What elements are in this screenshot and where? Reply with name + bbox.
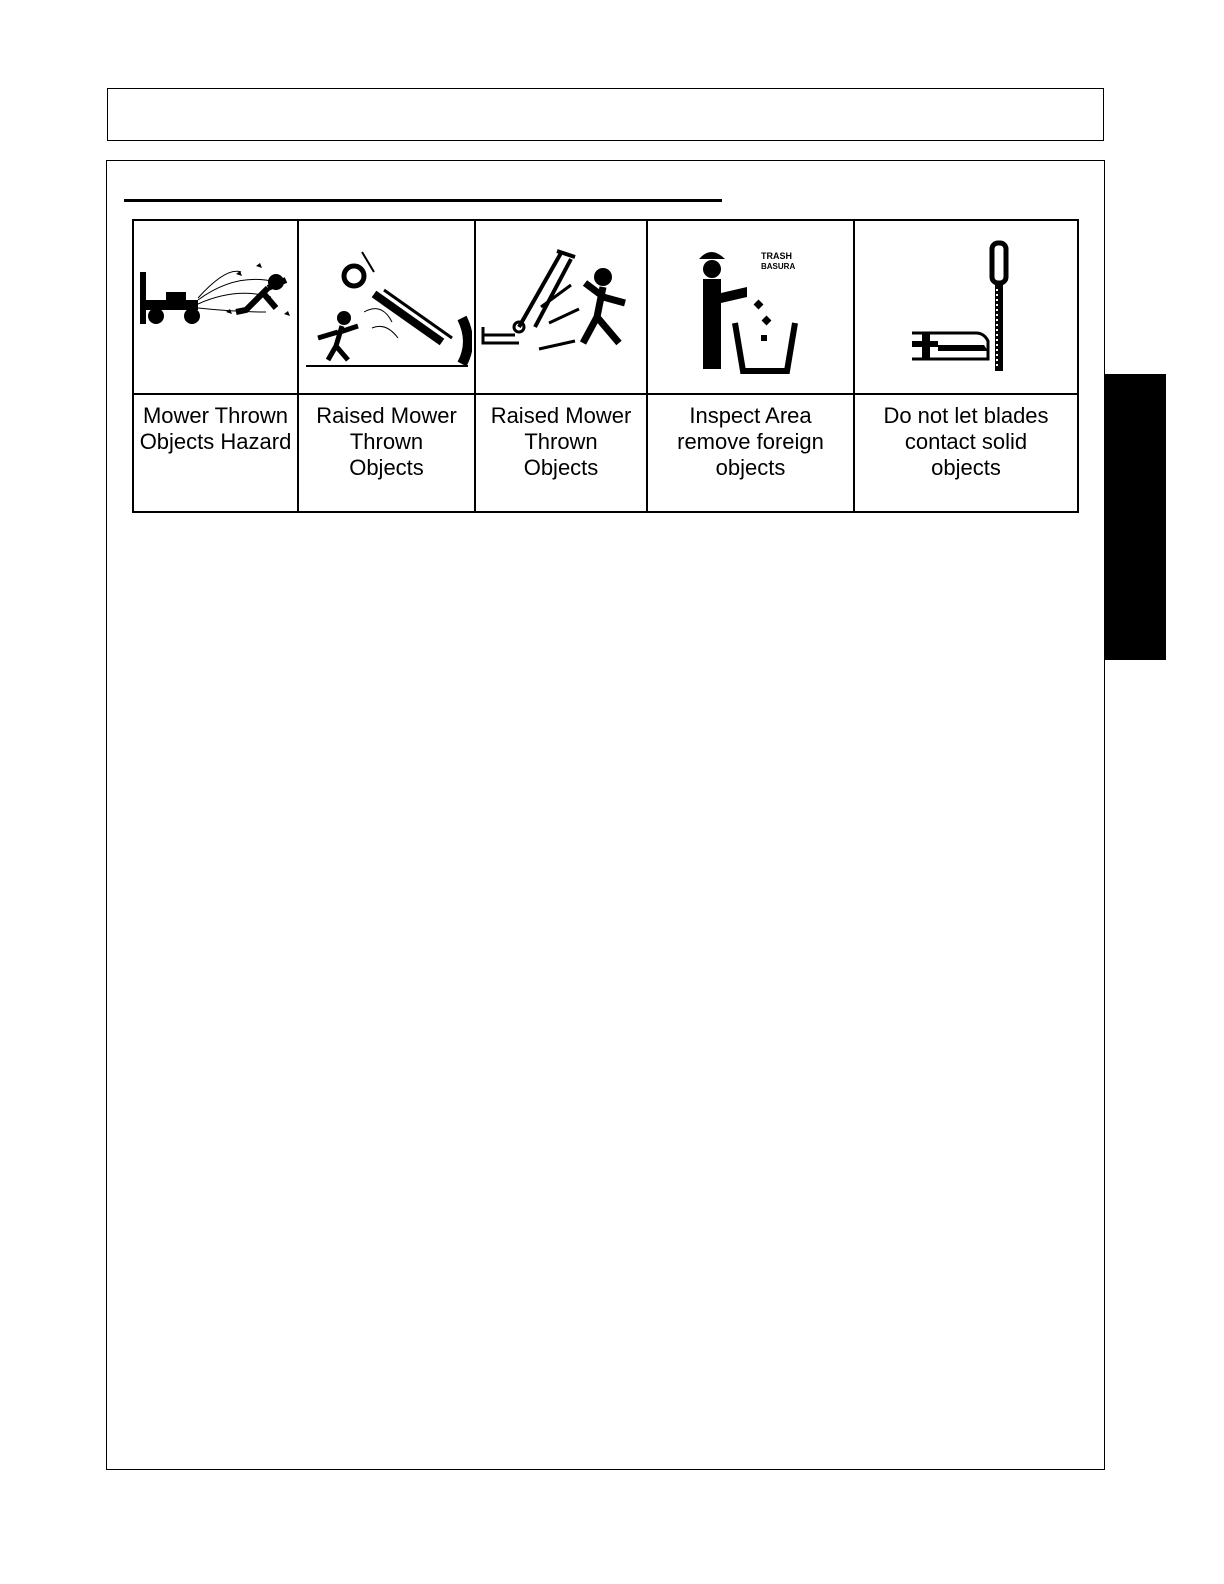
pictorial-label: Inspect Area remove foreign objects [677, 403, 824, 480]
pictorial-icon-row [133, 220, 1078, 394]
pictorial-cell-2 [298, 220, 475, 394]
pictorial-label: Raised Mower Thrown Objects [316, 403, 457, 480]
pictorial-label-cell-5 [854, 394, 1078, 512]
pictorial-label: Raised Mower Thrown Objects [490, 403, 632, 480]
section-heading-rule [124, 199, 722, 202]
pictorial-label: Do not let blades contact solid objects [883, 403, 1049, 480]
pictorial-label-cell-3 [475, 394, 647, 512]
blade-contact-solid-objects-icon [906, 237, 1026, 377]
raised-mower-thrown-objects-icon-b [479, 247, 644, 367]
pictorial-label-row [133, 394, 1078, 512]
trash-label: TRASH [760, 251, 792, 261]
pictorial-label-cell-1 [133, 394, 298, 512]
pictorial-cell-3 [475, 220, 647, 394]
safety-pictorial-table [132, 219, 1079, 513]
pictorial-label: Mower Thrown Objects Hazard [139, 403, 292, 454]
pictorial-label-cell-2 [298, 394, 475, 512]
pictorial-cell-1 [133, 220, 298, 394]
raised-mower-thrown-objects-icon-a [302, 242, 472, 372]
basura-label: BASURA [760, 262, 795, 271]
mower-thrown-objects-icon [136, 252, 296, 362]
pictorial-label-cell-4 [647, 394, 854, 512]
page-header-box [107, 88, 1104, 141]
pictorial-cell-4 [647, 220, 854, 394]
pictorial-cell-5 [854, 220, 1078, 394]
inspect-area-trash-icon [691, 237, 811, 377]
section-side-tab [1104, 374, 1166, 660]
